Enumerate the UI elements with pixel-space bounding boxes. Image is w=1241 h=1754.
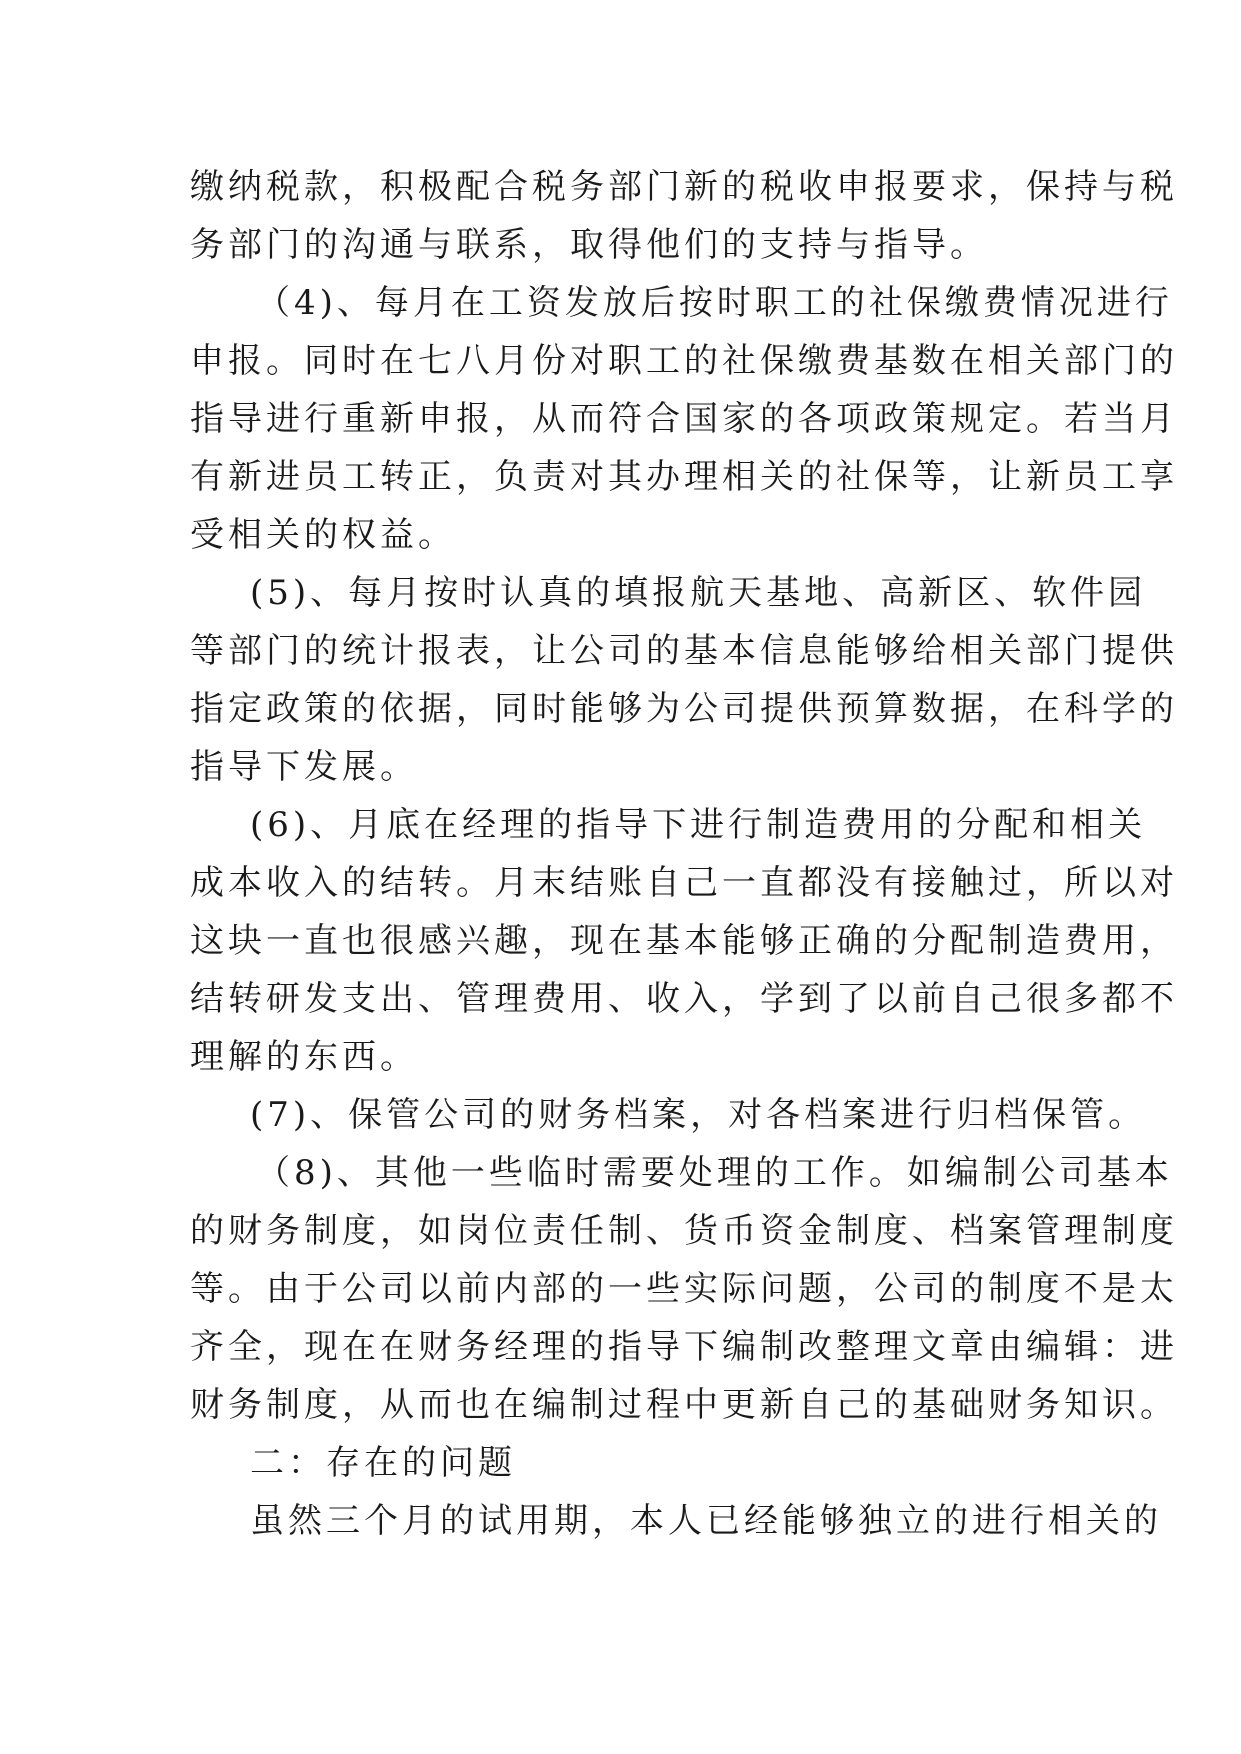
- text-line: 等。由于公司以前内部的一些实际问题，公司的制度不是太: [190, 1269, 1178, 1309]
- section-heading: 二：存在的问题: [250, 1443, 516, 1483]
- paragraph-4-start: （4)、每月在工资发放后按时职工的社保缴费情况进行: [256, 283, 1173, 323]
- text-line: 财务制度，从而也在编制过程中更新自己的基础财务知识。: [190, 1385, 1178, 1425]
- paragraph-7: (7)、保管公司的财务档案，对各档案进行归档保管。: [250, 1095, 1147, 1135]
- text-line: 这块一直也很感兴趣，现在基本能够正确的分配制造费用，: [190, 921, 1178, 961]
- text-line: 指导进行重新申报，从而符合国家的各项政策规定。若当月: [190, 399, 1178, 439]
- paragraph-6-start: (6)、月底在经理的指导下进行制造费用的分配和相关: [250, 805, 1147, 845]
- text-line: 务部门的沟通与联系，取得他们的支持与指导。: [190, 225, 988, 265]
- text-line: 缴纳税款，积极配合税务部门新的税收申报要求，保持与税: [190, 167, 1178, 207]
- text-line: 成本收入的结转。月末结账自己一直都没有接触过，所以对: [190, 863, 1178, 903]
- text-line: 申报。同时在七八月份对职工的社保缴费基数在相关部门的: [190, 341, 1178, 381]
- text-line: 指定政策的依据，同时能够为公司提供预算数据，在科学的: [190, 689, 1178, 729]
- text-line: 理解的东西。: [190, 1037, 418, 1077]
- text-line: 有新进员工转正，负责对其办理相关的社保等，让新员工享: [190, 457, 1178, 497]
- text-line: 的财务制度，如岗位责任制、货币资金制度、档案管理制度: [190, 1211, 1178, 1251]
- text-line: 受相关的权益。: [190, 515, 456, 555]
- document-body: [190, 158, 1178, 1550]
- text-line: 齐全，现在在财务经理的指导下编制改整理文章由编辑：进: [190, 1327, 1178, 1367]
- text-line: 等部门的统计报表，让公司的基本信息能够给相关部门提供: [190, 631, 1178, 671]
- text-line: 指导下发展。: [190, 747, 418, 787]
- paragraph-5-start: (5)、每月按时认真的填报航天基地、高新区、软件园: [250, 573, 1147, 613]
- paragraph-start: 虽然三个月的试用期，本人已经能够独立的进行相关的: [250, 1501, 1162, 1541]
- paragraph-8-start: （8)、其他一些临时需要处理的工作。如编制公司基本: [256, 1153, 1173, 1193]
- text-line: 结转研发支出、管理费用、收入，学到了以前自己很多都不: [190, 979, 1178, 1019]
